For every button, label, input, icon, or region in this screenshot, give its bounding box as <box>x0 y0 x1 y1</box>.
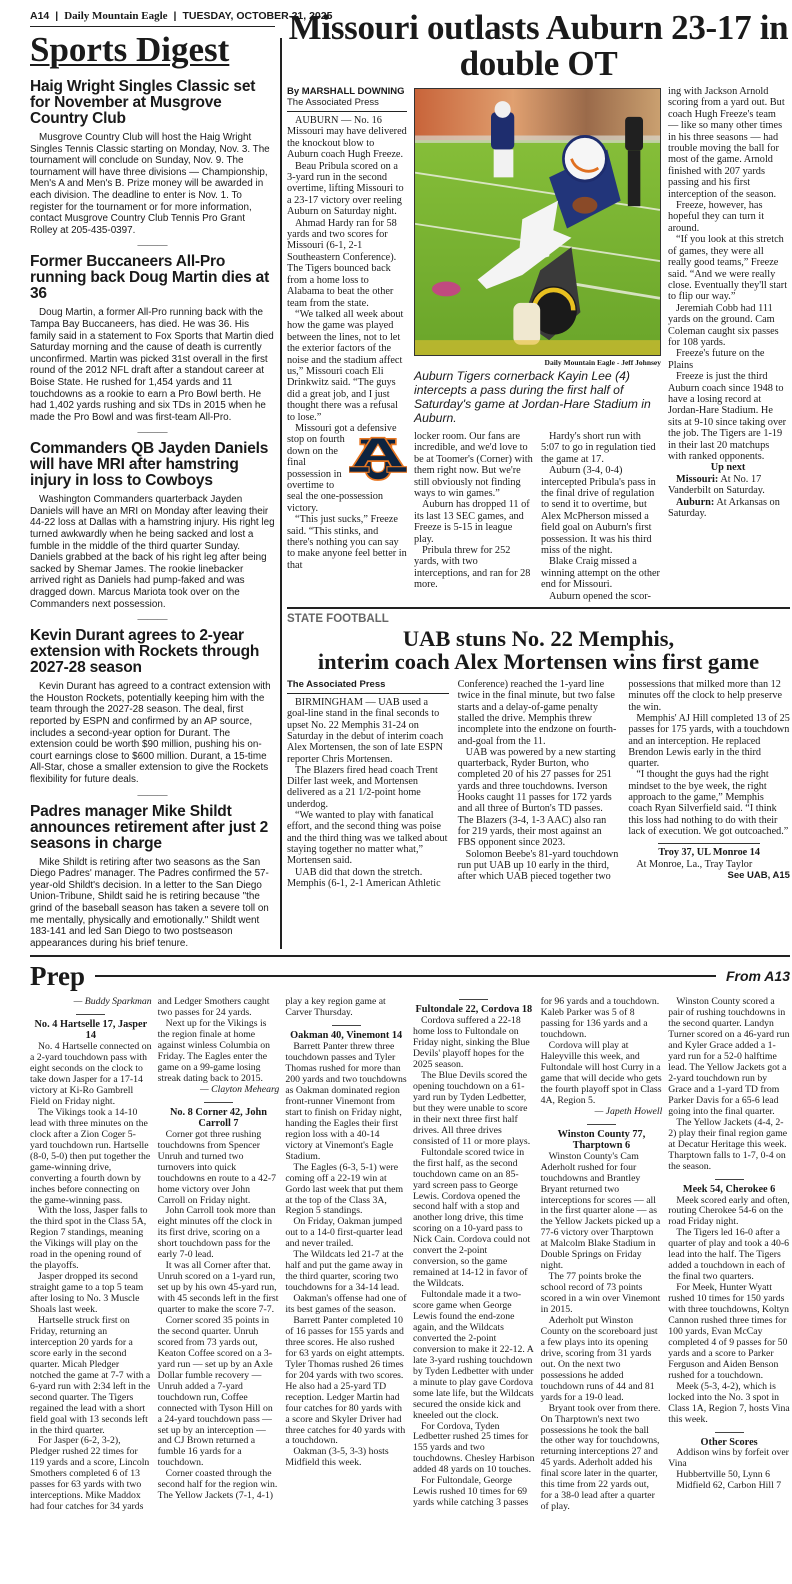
next-game-missouri <box>668 474 788 497</box>
game-headline: Winston County 77, Tharptown 6 <box>541 1122 663 1152</box>
headline <box>287 627 790 673</box>
paragraph: The 77 points broke the school record of 73 points scored in a win over Vinemont in 2015. <box>540 1271 661 1316</box>
paragraph: It was all Corner after that. Unruh scored on a 1-yard run, set up by his own 45-yard run, with 45 seconds left in the first quarter to make the score 7-7. <box>157 1260 279 1316</box>
byline: By MARSHALL DOWNING <box>287 86 405 97</box>
story-column <box>541 431 661 602</box>
game-photo <box>414 88 661 356</box>
text: stop on fourth down on the final possession in overtime to seal the one-possession victory. <box>287 434 384 514</box>
paragraph: No. 4 Hartselle connected on a 2-yard touchdown pass with eight seconds on the clock to take down Jasper for a 17-14 victory at Ki-Ro Gambrell Field on Friday night. <box>30 1041 152 1107</box>
paragraph: The Tigers led 16-0 after a quarter of play and took a 40-6 lead into the half. The Tigers added a touchdown in each of the final two quarters. <box>668 1227 790 1283</box>
headline-line: UAB stuns No. 22 Memphis, <box>402 626 675 652</box>
subhead: Troy 37, UL Monroe 14 <box>658 843 760 858</box>
paragraph: Oakman (3-5, 3-3) hosts Midfield this week. <box>285 1446 389 1469</box>
paragraph: Hardy's short run with 5:07 to go in regulation tied the game at 17. <box>541 431 656 465</box>
paragraph: BIRMINGHAM — UAB used a goal-line stand in the final seconds to upset No. 22 Memphis 31-24 on Saturday in the debut of interim coach Alex Mortensen, the son of late ESPN reporter Chris Mortensen. <box>287 697 444 765</box>
text: At Arkansas on Saturday. <box>668 496 780 520</box>
page-number: A14 <box>30 10 50 22</box>
paragraph: For Cordova, Tyden Ledbetter rushed 25 times for 155 yards and two touchdowns. Chesley Harbison added 48 yards on 10 touches. <box>412 1420 535 1476</box>
byline-organization: The Associated Press <box>287 679 449 694</box>
section-title: Sports Digest <box>30 30 230 69</box>
paragraph: Aderholt put Winston County on the scoreboard just a few plays into its opening drive, scoring from 31 yards out. On the next two possessions he added touchdown runs of 44 and 81 yards for a 19-0 lead. <box>540 1315 658 1403</box>
paragraph: Hartselle struck first on Friday, returning an interception 20 yards for a score early in the second quarter. Micah Pledger notched the game at 7-7 with a 6-yard run with 2:34 left in the second quarter. The Tigers regained the lead with a short field goal with 13 seconds left in the third quarter. <box>30 1315 151 1436</box>
paragraph: On Friday, Oakman jumped out to a 14-0 first-quarter lead and never trailed. <box>285 1216 403 1250</box>
photo-caption: Auburn Tigers cornerback Kayin Lee (4) intercepts a pass during the first half of Saturday's game at Jordan-Hare Stadium in Auburn. <box>414 369 651 425</box>
byline: — Buddy Sparkman <box>73 996 152 1008</box>
byline: — Clayton Mehearg <box>200 1083 280 1095</box>
paragraph: Cordova will play at Haleyville this week, and Fultondale will host Curry in a game that will decide who gets the fourth playoff spot in Class 4A, Region 5. <box>540 1040 662 1106</box>
paragraph: Freeze's future on the Plains <box>668 348 765 371</box>
paragraph: AUBURN — No. 16 Missouri may have delivered the knockout blow to Auburn coach Hugh Freeze. <box>287 115 407 161</box>
story-body: Kevin Durant has agreed to a contract extension with the Houston Rockets, potentially keeping him with the team through the 2027-28 season. The deal, first reported by ESPN and confirmed by an AP source, includes a second-year option for Durant. The extension could be worth $90 million, pushing his on-court earnings close to $600 million. Durant, a 15-time All-Star, chose a smaller extension to give the Rockets flexibility for future deals. <box>30 681 271 785</box>
paragraphs <box>668 200 788 462</box>
paragraph: “If you look at this stretch of games, they were all really good teams,” Freeze said. “And we were really close. Eventually they'll start to flip our way.” <box>668 234 788 303</box>
paragraph: John Carroll took more than eight minutes off the clock in its first drive, scoring on a short touchdown pass for the early 7-0 lead. <box>157 1205 276 1261</box>
paragraph: ing with Jackson Arnold scoring from a yard out. But coach Hugh Freeze's team — like so many other times in his three seasons — had trouble moving the ball for most of the game. Arnold finished with 207 yards passing and his first interception of the season. <box>668 86 785 200</box>
paragraph: The Blue Devils scored the opening touchdown on a 61-yard run by Tyden Ledbetter, but they were unable to score in their next three first half drives. All three drives consisted of 11 or more plays. <box>412 1070 531 1147</box>
paragraph: For Fultondale, George Lewis rushed 10 times for 69 yards while catching 3 passes for 96 yards and a touchdown. Kaleb Parker was 5 of 8 passing for 136 yards and a touchdown. <box>412 996 660 1509</box>
top-section <box>30 10 790 949</box>
missouri-auburn-story <box>287 10 790 602</box>
paragraphs <box>414 499 534 590</box>
uab-memphis-story <box>287 613 790 889</box>
paragraph: Winston County scored a pair of rushing touchdowns in the second quarter. Landyn Turner scored on a 46-yard run and Kyler Grace added a 1-yard run for a 52-0 halftime lead. The Yellow Jackets got a 2-yard touchdown run by Grace and a 1-yard TD from Parker Davis for a 65-6 lead going into the final quarter. <box>668 996 790 1117</box>
paragraph: Solomon Beebe's 81-yard touchdown run put UAB up 10 early in the third, after which UAB pieced together two possessions that milked more than 12 minutes off the clock to help preserve the win. <box>457 679 783 883</box>
paragraphs <box>541 431 661 602</box>
paragraph: Beau Pribula scored on a 3-yard run in the second overtime, lifting Missouri to a 23-17 victory over reeling Auburn on Saturday night. <box>287 160 404 218</box>
byline: — Japeth Howell <box>594 1105 663 1117</box>
team-label: Auburn: <box>676 496 715 508</box>
paragraphs <box>287 514 407 571</box>
paragraph: Corner got three rushing touchdowns from Spencer Unruh and turned two turnovers into quick touchdowns en route to a 42-7 home victory over John Carroll on Friday night. <box>157 1128 276 1206</box>
paragraph: With the loss, Jasper falls to the third spot in the Class 5A, Region 7 standings, meaning the Vikings will play on the road in the opening round of the playoffs. <box>30 1205 148 1272</box>
paragraph: Jeremiah Cobb had 111 yards on the ground. Cam Coleman caught six passes for 108 yards. <box>668 302 779 348</box>
divider <box>95 975 716 977</box>
paragraph: “We wanted to play with fanatical effort, and the second thing was poise and the third thing was we talked about staying together no matter what,” Mortensen said. <box>287 810 448 867</box>
prep-header <box>30 955 790 991</box>
publication-name: Daily Mountain Eagle <box>64 10 168 22</box>
paragraph: UAB did that down the stretch. Memphis (6-1, 2-1 American Athletic Conference) reached the 1-yard line twice in the final minute, but two false starts and a delay-of-game penalty stalled the drive. Memphis threw incomplete into the endzone on fourth-and-goal from the 11. <box>287 679 617 889</box>
team-label: Missouri: <box>676 473 719 485</box>
story-body: Musgrove Country Club will host the Haig Wright Singles Tennis Classic starting on Monday, Nov. 3. The tournament will conclude on Sunday, Nov. 9. The tournament will have three divisions — Championship, Men's A and Men's B. Prize money will be awarded in each division. The deadline to enter is Nov. 1. To register for the tournament or for more information, contact Musgrove Country Club Tennis Pro Grant Rolley at 205-435-0397. <box>30 132 270 236</box>
story-separator: ——— <box>137 427 168 439</box>
story-headline: Commanders QB Jayden Daniels will have MRI after hamstring injury in loss to Cowboys <box>30 440 269 490</box>
story-columns <box>414 431 661 602</box>
continued-from: From A13 <box>725 968 790 985</box>
paragraph: The Vikings took a 14-10 lead with three minutes on the clock after a Zion Coger 5-yard touchdown run. Hartselle (8-0, 5-0) then put together the game-winning drive, converting a fourth down by inches before connecting on the game-winning pass. <box>30 1106 151 1206</box>
paragraph: Ahmad Hardy ran for 58 yards and two scores for Missouri (6-1, 2-1 Southeastern Conference). The Tigers bounced back from a home loss to Alabama to beat the other team from the state. <box>287 217 397 309</box>
text: Missouri got a defensive <box>295 422 397 434</box>
jump-link[interactable]: See UAB, A15 <box>727 869 790 881</box>
paragraph <box>287 423 407 514</box>
issue-date: TUESDAY, OCTOBER 21, 2025 <box>182 10 333 22</box>
paragraph <box>414 431 534 499</box>
paragraph: “We talked all week about how the game was played between the lines, not to let the exterior factors of the noise and the stadium affect us,” Missouri coach Eli Drinkwitz said. “The guys did a great job, and I just thought there was a refusal to lose.” <box>287 308 404 423</box>
paragraph: Fultondale scored twice in the first half, as the second touchdown came on an 85-yard screen pass to George Lewis. Cordova opened the second half with a stop and another long drive, this time scoring on a 10-yard pass to Nick Cain. Cordova could not convert the 2-point conversion, so the game remained at 14-12 in favor of the Wildcats. <box>412 1146 531 1290</box>
auburn-au-logo-icon <box>349 435 407 485</box>
game-headline: No. 8 Corner 42, John Carroll 7 <box>158 1100 280 1130</box>
story-separator: ——— <box>137 614 168 626</box>
photo-credit: Daily Mountain Eagle - Jeff Johnsey <box>544 358 661 367</box>
paragraph: Meek scored early and often, routing Cherokee 54-6 on the road Friday night. <box>668 1194 790 1228</box>
paragraph: Barrett Panter completed 10 of 16 passes for 155 yards and three scores. He also rushed for 63 yards on eight attempts. Tyler Thomas rushed 26 times for 204 yards with two scores. He also had a 25-yard TD reception. Ledger Martin had four catches for 80 yards with a score and Skyler Driver had three catches for 40 yards with a touchdown. <box>285 1315 406 1447</box>
paragraph: UAB was powered by a new starting quarterback, Ryder Burton, who completed 20 of his 27 passes for 251 yards and three touchdowns. Iverson Hooks caught 11 passes for 172 yards and all three of Burton's TD passes. The Blazers (3-4, 1-3 AAC) also ran for 219 yards, their most against an FBS opponent since 2023. <box>457 746 616 849</box>
folio-separator: | <box>173 10 177 22</box>
paragraph: Hubbertville 50, Lynn 6 <box>676 1469 770 1481</box>
paragraph: Meek (5-3, 4-2), which is locked into the No. 3 spot in Class 1A, Region 7, hosts Vina this week. <box>668 1380 790 1425</box>
paragraph: Pribula threw for 252 yards, with two interceptions, and ran for 28 more. <box>414 545 531 591</box>
paragraph: Next up for the Vikings is the region finale at home against winless Columbia on Friday. The Eagles enter the game on a 99-game losing streak dating back to 2015. <box>157 1018 271 1084</box>
photo-and-columns <box>414 86 661 602</box>
paragraphs <box>287 115 407 423</box>
story-separator: ——— <box>137 240 168 252</box>
section-kicker: STATE FOOTBALL <box>287 613 389 626</box>
story-body: Doug Martin, a former All-Pro running back with the Tampa Bay Buccaneers, has died. He was 36. His family said in a statement to Fox Sports that Martin died Saturday morning and the cause of death is currently unconfirmed. Martin was picked 31st overall in the first round of the 2012 NFL draft after a standout career at Boise State. He rushed for 1,454 yards and 11 touchdowns as a rookie to earn a Pro Bowl berth. He had 1,402 yards rushing and six TDs in 2015 when he made the Pro Bowl and was first-team All-Pro. <box>30 307 274 423</box>
paragraph: Barrett Panter threw three touchdown passes and Tyler Thomas rushed for more than 200 yards and two touchdowns as Oakman dominated region front-runner Vinemont from start to finish on Friday night, handing the Eagles their first region loss with a 40-14 victory at Vinemont's Eagle Stadium. <box>285 1041 407 1162</box>
paragraph: Corner coasted through the second half for the region win. The Yellow Jackets (7-1, 4-1) play a key region game at Carver Thursday. <box>157 996 386 1502</box>
column-divider <box>280 38 282 949</box>
game-headline: Other Scores <box>668 1430 790 1449</box>
paragraph: Midfield 62, Carbon Hill 7 <box>676 1480 782 1492</box>
paragraph: Memphis' AJ Hill completed 13 of 25 passes for 175 yards, with a touchdown and an interception. He replaced Brendon Lewis early in the third quarter. <box>628 712 790 770</box>
page-folio <box>30 10 333 27</box>
paragraph: Freeze is just the third Auburn coach since 1948 to have a losing record at Jordan-Hare Stadium. He sits at 9-10 since taking over the job. The Tigers are 1-19 in their last 20 matchups with ranked opponents. <box>668 371 787 462</box>
digest-stories <box>30 79 275 949</box>
paragraph: Addison wins by forfeit over Vina <box>668 1447 789 1470</box>
paragraph: At Monroe, La., Tray Taylor <box>636 858 753 870</box>
game-headline: Fultondale 22, Cordova 18 <box>413 997 535 1016</box>
headline-line: interim coach Alex Mortensen wins first game <box>317 649 760 675</box>
folio-separator: | <box>55 10 59 22</box>
paragraph: The Yellow Jackets (4-4, 2-2) play their final region game at Decatur Heritage this week. Tharptown falls to 1-7, 0-4 on the season. <box>668 1116 788 1172</box>
paragraph: Oakman's offense had one of its best games of the season. <box>285 1293 407 1316</box>
headline: Missouri outlasts Auburn 23-17 in double OT <box>288 8 789 83</box>
story-body: Mike Shildt is retiring after two seasons as the San Diego Padres' manager. The Padres confirmed the 57-year-old Shildt's decision. In a letter to the San Diego Union-Tribune, Shildt said he is retiring because "the grind of the baseball season has taken a severe toll on me mentally, physically and emotionally." Shildt went 183-141 and led San Diego to two postseason appearances during his brief tenure. <box>30 856 269 949</box>
paragraph: For Meek, Hunter Wyatt rushed 10 times for 150 yards with three touchdowns, Koltyn Cannon rushed three times for 100 yards, Evan McCay completed 4 of 9 passes for 50 yards and a score to Parker Ferguson and Aiden Benson rushed for a touchdown. <box>668 1282 790 1381</box>
byline-organization: The Associated Press <box>287 97 407 112</box>
story-body: Washington Commanders quarterback Jayden Daniels will have an MRI on Monday after leaving their 44-22 loss at Dallas with a hamstring injury. His right leg turned awkwardly when he being sacked and lost a fumble in the middle of the third quarter Sunday. Daniels grabbed at the back of his right leg after being sacked by Shemar James. The rookie linebacker arrived right as Daniels had pump-faked and was dragged down. Marcus Mariota took over on the Commanders next possession. <box>30 494 275 610</box>
game-headline: Oakman 40, Vinemont 14 <box>285 1023 407 1042</box>
section-title: Prep <box>30 961 85 992</box>
text: locker room. Our fans are incredible, and we'd love to be at Toomer's (Corner) <box>414 431 528 465</box>
paragraph: Winston County's Cam Aderholt rushed for four touchdowns and Brantley Bryant returned two interceptions for scores — all in the first quarter alone — as the Yellow Jackets picked up a 77-6 victory over Tharptown at Malcolm Blake Stadium in Double Springs on Friday night. <box>540 1150 661 1272</box>
story-column <box>287 86 407 571</box>
game-headline: Meek 54, Cherokee 6 <box>668 1177 790 1196</box>
paragraph: Jasper dropped its second straight game to a top 5 team after losing to No. 3 Muscle Shoals last week. <box>30 1271 144 1316</box>
paragraph: Blake Craig missed a winning attempt on the other end for Missouri. <box>541 556 660 591</box>
text: with them right now. But we're still obviously not finding ways to win games.” <box>414 453 533 500</box>
story-column <box>668 86 788 519</box>
divider <box>287 607 790 609</box>
up-next-heading: Up next <box>710 462 746 474</box>
paragraph: “I thought the guys had the right mindset to the bye week, the right approach to the game,” Memphis coach Ryan Silverfield said. “I think this loss had nothing to do with their lack of execution. We got outcoached.” <box>628 769 789 837</box>
paragraph: “This just sucks,” Freeze said. “This stinks, and there's nothing you can say to make anyone feel better in that <box>287 514 407 571</box>
story-headline: Former Buccaneers All-Pro running back Doug Martin dies at 36 <box>30 253 270 303</box>
paragraph: Bryant took over from there. On Tharptown's next two possessions he took the ball the other way for touchdowns, returning interceptions 27 and 45 yards. Aderholt added his final score later in the quarter, this time from 22 yards out, for a 38-0 lead after a quarter of play. <box>540 1402 661 1513</box>
paragraph: Corner scored 35 points in the second quarter. Unruh scored from 73 yards out, Keaton Coffee scored on a 3-yard run — set up by an Axle Dollar fumble recovery — Unruh added a 7-yard touchdown run, Coffee connected with Tyson Hill on a 24-yard touchdown pass — set up by an interception — and CJ Brown returned a fumble 16 yards for a touchdown. <box>157 1315 273 1469</box>
paragraph: Fultondale made it a two-score game when George Lewis found the end-zone again, and the Wildcats converted the 2-point conversion to make it 22-12. A late 3-yard rushing touchdown by Tyden Ledbetter with under a minute to play gave Cordova some late life, but the Wildcats secured the onside kick and kneeled out the clock. <box>412 1289 534 1421</box>
paragraph: For Jasper (6-2, 3-2), Pledger rushed 22 times for 119 yards and a score, Lincoln Smothers completed 6 of 13 passes for 63 yards with two interceptions. Mike Maddox had four catches for 34 yards and Ledger Smothers caught two passes for 24 yards. <box>30 996 270 1513</box>
text: At No. 17 Vanderbilt on Saturday. <box>668 473 765 497</box>
story-separator: ——— <box>137 789 168 801</box>
story-columns <box>287 86 790 602</box>
story-headline: Padres manager Mike Shildt announces retirement after just 2 seasons in charge <box>30 802 269 852</box>
story-headline: Kevin Durant agrees to 2-year extension with Rockets through 2027-28 season <box>30 627 260 677</box>
next-game-auburn <box>668 497 788 520</box>
right-column <box>287 10 790 949</box>
paragraph: Auburn opened the scor- <box>549 590 651 602</box>
prep-roundup <box>30 997 790 1513</box>
story-body <box>287 679 790 889</box>
paragraph: The Wildcats led 21-7 at the half and put the game away in the third quarter, scoring two touchdowns for a 34-14 lead. <box>285 1249 404 1294</box>
story-column <box>414 431 534 591</box>
story-headline: Haig Wright Singles Classic set for November at Musgrove Country Club <box>30 78 256 127</box>
paragraph: Auburn (3-4, 0-4) intercepted Pribula's pass in the final drive of regulation to send it to overtime, but Alex McPherson missed a field goal on Auburn's first possession. It was his third miss of the night. <box>541 465 656 557</box>
paragraph: Auburn has dropped 11 of its last 13 SEC games, and Freeze is 5-15 in league play. <box>414 499 530 545</box>
game-headline: No. 4 Hartselle 17, Jasper 14 <box>30 1012 152 1042</box>
paragraph: The Eagles (6-3, 5-1) were coming off a 22-19 win at Gordo last week that put them at the top of the Class 3A, Region 5 standings. <box>285 1161 404 1217</box>
paragraph: Freeze, however, has hopeful they can turn it around. <box>668 200 765 234</box>
paragraph: Cordova suffered a 22-18 home loss to Fultondale on Friday night, sinking the Blue Devils' playoff hopes for the 2025 season. <box>412 1015 530 1071</box>
paragraph: The Blazers fired head coach Trent Dilfer last week, and Mortensen delivered as a 21 1/2-point home underdog. <box>287 764 438 810</box>
